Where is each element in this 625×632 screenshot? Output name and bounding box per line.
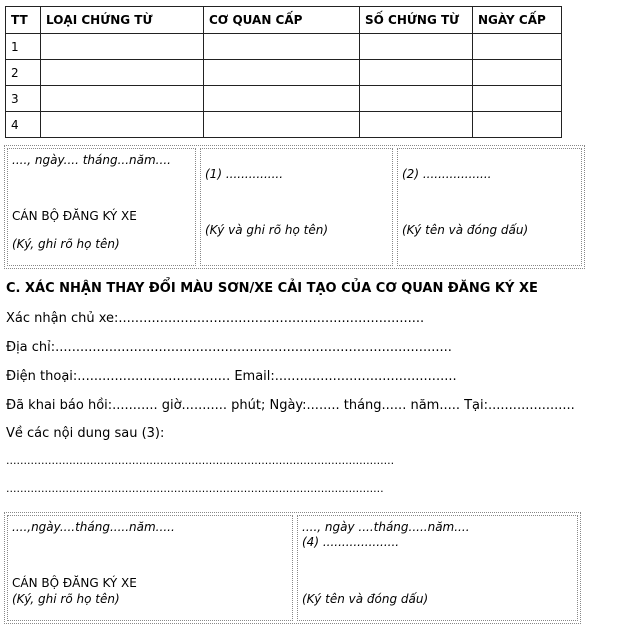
sign-note: (Ký, ghi rõ họ tên) [12,237,120,251]
section-c-heading: C. XÁC NHẬN THAY ĐỔI MÀU SƠN/XE CẢI TẠO CỦA CƠ QUAN ĐĂNG KÝ XE [6,281,538,296]
header-tt: TT [6,7,41,34]
address-line: Địa chỉ:................................................................................................ [6,340,452,355]
header-co-quan-cap: CƠ QUAN CẤP [204,7,360,34]
date-line: ...., ngày ....tháng.....năm.... [302,520,470,534]
table-cell [473,112,562,138]
ref-line: (2) .................. [402,167,492,181]
signature-cell-1 [200,148,393,266]
table-cell [360,34,473,60]
date-line: ...., ngày.... tháng...năm.... [12,153,171,167]
table-cell [360,112,473,138]
content-line: Về các nội dung sau (3): [6,426,165,441]
table-row [6,34,562,60]
table-cell [204,60,360,86]
dots-line-2: ............................................................................................................ [6,482,384,495]
phone-email-line: Điện thoại:..................................... Email:............................................ [6,369,457,384]
table-cell [41,60,204,86]
table-cell-tt: 3 [6,86,41,112]
table-cell [473,60,562,86]
signature-cell-4 [297,515,578,621]
table-cell [204,34,360,60]
signature-block-2 [4,512,581,624]
table-cell-tt: 4 [6,112,41,138]
document-table [5,6,562,138]
header-ngay-cap: NGÀY CẤP [473,7,562,34]
table-cell [360,86,473,112]
dots-line-1: ............................................................................................................... [6,454,395,467]
table-row [6,112,562,138]
table-cell [41,112,204,138]
table-row [6,60,562,86]
table-cell-tt: 2 [6,60,41,86]
officer-title: CÁN BỘ ĐĂNG KÝ XE [12,576,137,590]
sign-note: (Ký, ghi rõ họ tên) [12,592,120,606]
table-cell [360,60,473,86]
sign-note: (Ký và ghi rõ họ tên) [205,223,329,237]
sign-note: (Ký tên và đóng dấu) [402,223,529,237]
ref-line: (4) .................... [302,535,400,549]
date-line: ....,ngày....tháng.....năm..... [12,520,175,534]
table-cell [41,86,204,112]
table-cell [204,86,360,112]
signature-cell-officer [7,148,196,266]
table-cell [204,112,360,138]
signature-cell-2 [397,148,582,266]
header-loai-chung-tu: LOẠI CHỨNG TỪ [41,7,204,34]
declared-time-line: Đã khai báo hồi:........... giờ........... phút; Ngày:........ tháng...... năm..... Tại:..................... [6,398,575,413]
table-cell [41,34,204,60]
table-header-row [6,7,562,34]
sign-note: (Ký tên và đóng dấu) [302,592,429,606]
table-cell [473,34,562,60]
signature-cell-officer [7,515,293,621]
signature-block-1 [4,145,585,269]
table-cell-tt: 1 [6,34,41,60]
table-cell [473,86,562,112]
owner-line: Xác nhận chủ xe:.......................................................................... [6,311,425,326]
officer-title: CÁN BỘ ĐĂNG KÝ XE [12,209,137,223]
table-row [6,86,562,112]
header-so-chung-tu: SỐ CHỨNG TỪ [360,7,473,34]
ref-line: (1) ............... [205,167,284,181]
